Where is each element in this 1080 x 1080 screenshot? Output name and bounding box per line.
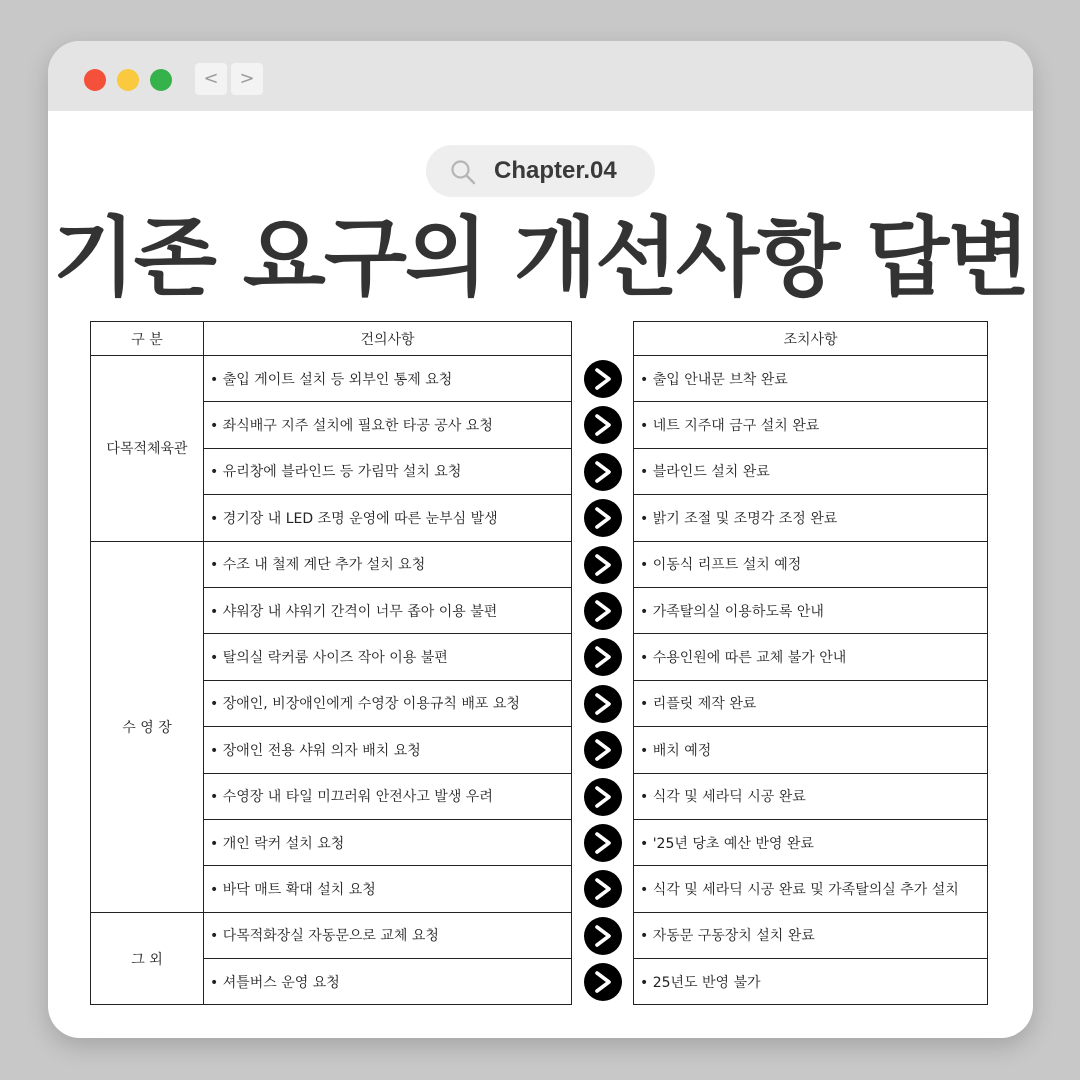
arrow-right-icon xyxy=(584,731,622,769)
suggestion-cell: • 유리창에 블라인드 등 가림막 설치 요청 xyxy=(204,448,572,494)
suggestion-cell: • 바닥 매트 확대 설치 요청 xyxy=(204,866,572,912)
action-cell: • 25년도 반영 불가 xyxy=(634,959,988,1005)
arrow-right-icon xyxy=(584,778,622,816)
back-button[interactable]: < xyxy=(195,63,227,95)
suggestion-cell: • 다목적화장실 자동문으로 교체 요청 xyxy=(204,912,572,958)
suggestion-cell: • 탈의실 락커룸 사이즈 작아 이용 불편 xyxy=(204,634,572,680)
arrow-right-icon xyxy=(584,917,622,955)
table-row xyxy=(634,495,988,541)
table-row xyxy=(91,912,572,958)
arrow-right-icon xyxy=(584,638,622,676)
suggestion-header: 건의사항 xyxy=(204,322,572,356)
arrow-right-icon xyxy=(584,453,622,491)
table-row xyxy=(634,912,988,958)
action-header: 조치사항 xyxy=(634,322,988,356)
table-row xyxy=(634,634,988,680)
action-cell: • 네트 지주대 금구 설치 완료 xyxy=(634,402,988,448)
arrow-right-icon xyxy=(584,546,622,584)
action-cell: • 수용인원에 따른 교체 불가 안내 xyxy=(634,634,988,680)
maximize-window-button[interactable] xyxy=(150,69,172,91)
action-cell: • 식각 및 세라딕 시공 완료 xyxy=(634,773,988,819)
suggestion-cell: • 개인 락커 설치 요청 xyxy=(204,819,572,865)
action-cell: • 자동문 구동장치 설치 완료 xyxy=(634,912,988,958)
action-cell: • 이동식 리프트 설치 예정 xyxy=(634,541,988,587)
table-row xyxy=(634,356,988,402)
table-row xyxy=(634,959,988,1005)
arrow-right-icon xyxy=(584,870,622,908)
action-table xyxy=(633,321,988,1005)
table-row xyxy=(634,402,988,448)
arrow-right-icon xyxy=(584,406,622,444)
arrow-right-icon xyxy=(584,360,622,398)
action-cell: • 식각 및 세라딕 시공 완료 및 가족탈의실 추가 설치 xyxy=(634,866,988,912)
table-row xyxy=(634,448,988,494)
suggestion-cell: • 경기장 내 LED 조명 운영에 따른 눈부심 발생 xyxy=(204,495,572,541)
close-window-button[interactable] xyxy=(84,69,106,91)
category-header: 구 분 xyxy=(91,322,204,356)
arrow-right-icon xyxy=(584,685,622,723)
search-icon xyxy=(450,159,476,185)
table-row xyxy=(634,819,988,865)
table-row xyxy=(634,727,988,773)
title-bar xyxy=(48,41,1033,111)
category-cell: 그 외 xyxy=(91,912,204,1005)
category-cell: 다목적체육관 xyxy=(91,356,204,542)
suggestion-cell: • 장애인 전용 샤워 의자 배치 요청 xyxy=(204,727,572,773)
table-row xyxy=(91,356,572,402)
suggestion-cell: • 샤워장 내 샤워기 간격이 너무 좁아 이용 불편 xyxy=(204,587,572,633)
suggestion-cell: • 출입 게이트 설치 등 외부인 통제 요청 xyxy=(204,356,572,402)
table-row xyxy=(91,541,572,587)
suggestion-cell: • 장애인, 비장애인에게 수영장 이용규칙 배포 요청 xyxy=(204,680,572,726)
table-row xyxy=(634,541,988,587)
action-cell: • 블라인드 설치 완료 xyxy=(634,448,988,494)
action-cell: • 리플릿 제작 완료 xyxy=(634,680,988,726)
action-cell: • 밝기 조절 및 조명각 조정 완료 xyxy=(634,495,988,541)
table-row xyxy=(634,587,988,633)
table-row xyxy=(634,866,988,912)
suggestion-cell: • 수조 내 철제 계단 추가 설치 요청 xyxy=(204,541,572,587)
suggestion-table xyxy=(90,321,572,1005)
action-cell: • '25년 당초 예산 반영 완료 xyxy=(634,819,988,865)
suggestion-cell: • 수영장 내 타일 미끄러워 안전사고 발생 우려 xyxy=(204,773,572,819)
minimize-window-button[interactable] xyxy=(117,69,139,91)
action-cell: • 가족탈의실 이용하도록 안내 xyxy=(634,587,988,633)
forward-button[interactable]: > xyxy=(231,63,263,95)
arrow-right-icon xyxy=(584,824,622,862)
arrow-right-icon xyxy=(584,592,622,630)
search-bar[interactable] xyxy=(426,145,655,197)
page-title: 기존 요구의 개선사항 답변 xyxy=(52,208,1029,308)
suggestion-cell: • 셔틀버스 운영 요청 xyxy=(204,959,572,1005)
suggestion-cell: • 좌식배구 지주 설치에 필요한 타공 공사 요청 xyxy=(204,402,572,448)
browser-window xyxy=(48,41,1033,1038)
category-cell: 수 영 장 xyxy=(91,541,204,912)
arrow-right-icon xyxy=(584,499,622,537)
action-cell: • 출입 안내문 브착 완료 xyxy=(634,356,988,402)
action-cell: • 배치 예정 xyxy=(634,727,988,773)
arrow-right-icon xyxy=(584,963,622,1001)
table-row xyxy=(634,680,988,726)
table-row xyxy=(634,773,988,819)
search-label: Chapter.04 xyxy=(494,157,617,184)
